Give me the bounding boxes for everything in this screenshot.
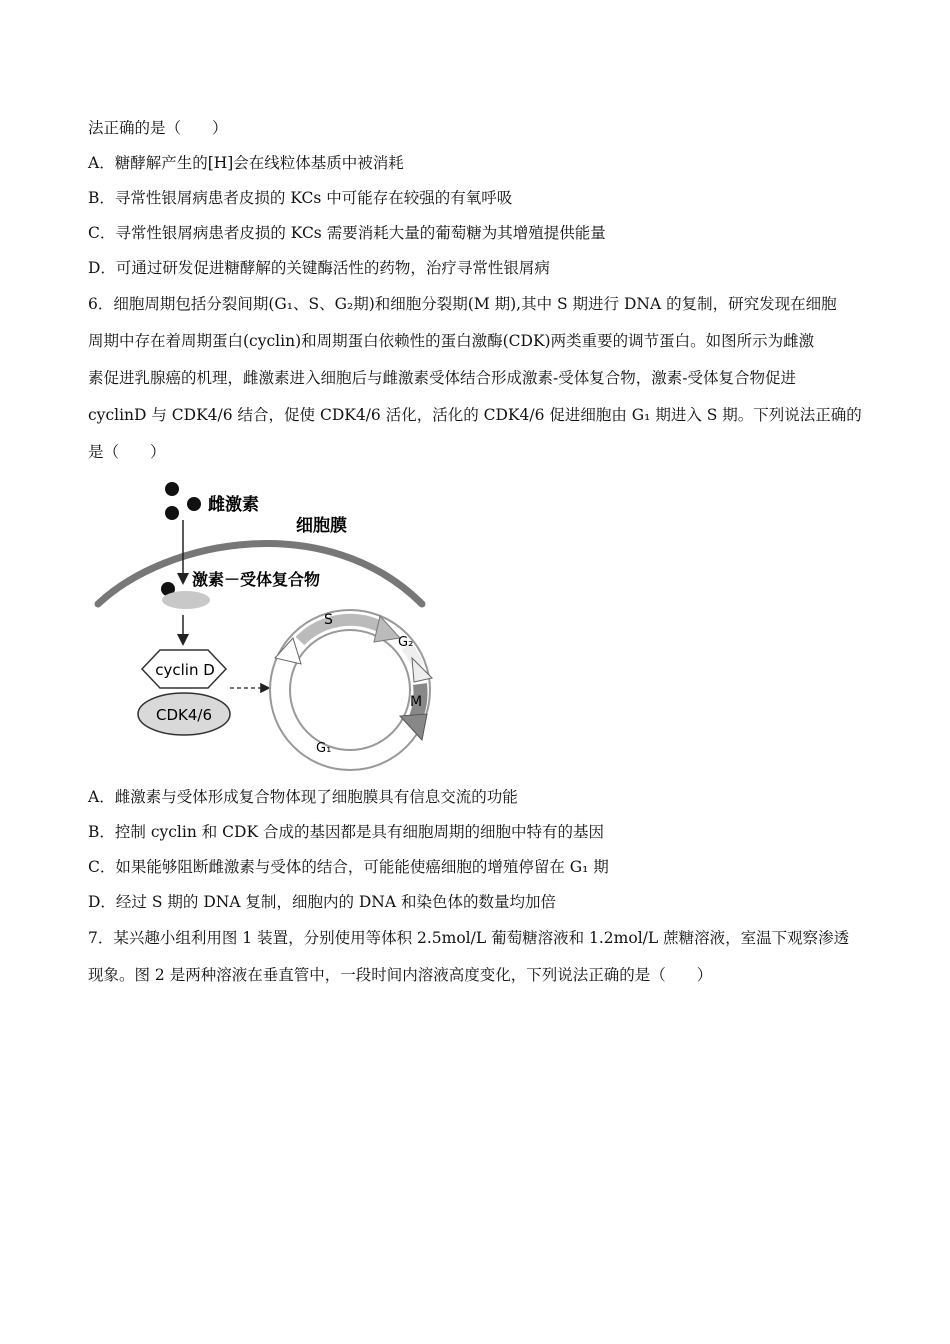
q6-stem-line: 6．细胞周期包括分裂间期(G₁、S、G₂期)和细胞分裂期(M 期),其中 S 期进行 DNA 的复制，研究发现在细胞 bbox=[88, 295, 837, 313]
estrogen-label: 雌激素 bbox=[208, 495, 259, 515]
q5-stem-tail: 法正确的是（ ） bbox=[88, 119, 228, 137]
q6-stem-line: 素促进乳腺癌的机理，雌激素进入细胞后与雌激素受体结合形成激素-受体复合物，激素-受体复合物促进 bbox=[88, 369, 796, 387]
q6-option-a: A．雌激素与受体形成复合物体现了细胞膜具有信息交流的功能 bbox=[88, 788, 518, 806]
phase-s-label: S bbox=[324, 612, 333, 628]
phase-m-label: M bbox=[410, 694, 423, 710]
phase-g1-label: G₁ bbox=[316, 741, 332, 756]
complex-label: 激素－受体复合物 bbox=[192, 570, 321, 589]
q6-option-c: C．如果能够阻断雌激素与受体的结合，可能能使癌细胞的增殖停留在 G₁ 期 bbox=[88, 858, 609, 876]
cdk-label: CDK4/6 bbox=[155, 706, 213, 724]
phase-g2-label: G₂ bbox=[398, 635, 414, 650]
cyclin-d-label: cyclin D bbox=[155, 661, 215, 679]
estrogen-molecule bbox=[165, 482, 179, 496]
estrogen-mechanism-diagram bbox=[88, 478, 448, 778]
estrogen-molecule bbox=[187, 497, 201, 511]
q5-option-c: C．寻常性银屑病患者皮损的 KCs 需要消耗大量的葡萄糖为其增殖提供能量 bbox=[88, 224, 606, 242]
q6-option-b: B．控制 cyclin 和 CDK 合成的基因都是具有细胞周期的细胞中特有的基因 bbox=[88, 823, 604, 841]
q7-stem-line: 现象。图 2 是两种溶液在垂直管中，一段时间内溶液高度变化，下列说法正确的是（ ） bbox=[88, 966, 713, 984]
q6-stem-line: 是（ ） bbox=[88, 443, 166, 461]
q6-stem-line: 周期中存在着周期蛋白(cyclin)和周期蛋白依赖性的蛋白激酶(CDK)两类重要的调节蛋白。如图所示为雌激 bbox=[88, 332, 815, 350]
membrane-label: 细胞膜 bbox=[296, 516, 347, 536]
q5-option-a: A．糖酵解产生的[H]会在线粒体基质中被消耗 bbox=[88, 154, 404, 172]
q6-option-d: D．经过 S 期的 DNA 复制，细胞内的 DNA 和染色体的数量均加倍 bbox=[88, 893, 556, 911]
receptor bbox=[162, 591, 210, 609]
estrogen-molecule bbox=[165, 506, 179, 520]
q5-option-d: D．可通过研发促进糖酵解的关键酶活性的药物，治疗寻常性银屑病 bbox=[88, 259, 550, 277]
q7-stem-line: 7．某兴趣小组利用图 1 装置，分别使用等体积 2.5mol/L 葡萄糖溶液和 1.2mol/L 蔗糖溶液，室温下观察渗透 bbox=[88, 929, 850, 947]
q6-stem-line: cyclinD 与 CDK4/6 结合，促使 CDK4/6 活化，活化的 CDK4/6 促进细胞由 G₁ 期进入 S 期。下列说法正确的 bbox=[88, 406, 862, 424]
q5-option-b: B．寻常性银屑病患者皮损的 KCs 中可能存在较强的有氧呼吸 bbox=[88, 189, 513, 207]
